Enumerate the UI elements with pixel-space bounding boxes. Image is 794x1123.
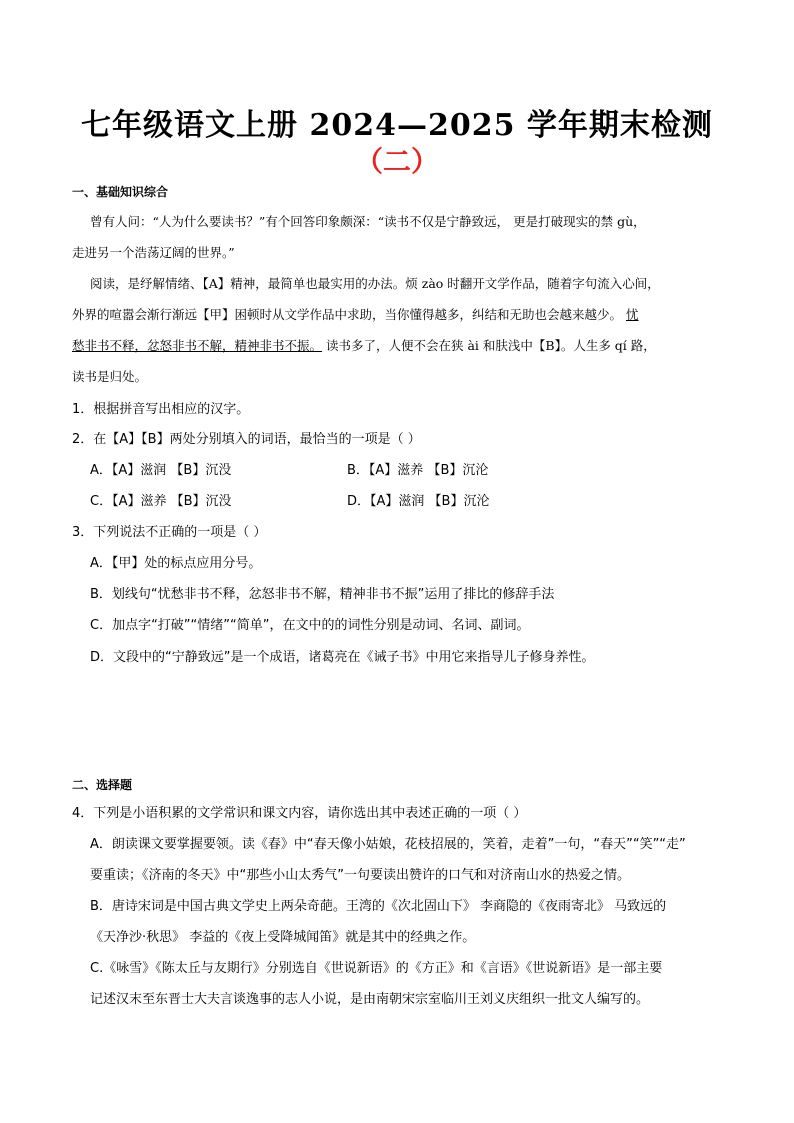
page-subtitle: （二） bbox=[354, 145, 439, 178]
question-3: 3．下列说法不正确的一项是（ ） bbox=[72, 525, 267, 540]
passage-line: 曾有人问：“人为什么要读书？”有个回答印象颇深：“读书不仅是宁静致远， 更是打破现实的禁 gù， bbox=[90, 214, 646, 229]
passage-line bbox=[72, 305, 639, 323]
q2-option-b[interactable]: B．【A】滋养 【B】沉沦 bbox=[347, 463, 489, 478]
section-2-heading: 二、选择题 bbox=[72, 778, 133, 792]
section-1-heading: 一、基础知识综合 bbox=[72, 185, 169, 199]
q4-option-c[interactable]: C.《咏雪》《陈太丘与友期行》分别选自《世说新语》的《方正》和《言语》《世说新语》是一部主要 bbox=[90, 961, 663, 976]
question-4: 4．下列是小语积累的文学常识和课文内容，请你选出其中表述正确的一项（ ） bbox=[72, 806, 527, 821]
q4-option-b-cont: 《天净沙·秋思》 李益的《夜上受降城闻笛》就是其中的经典之作。 bbox=[90, 930, 476, 945]
q4-option-c-cont: 记述汉末至东晋士大夫言谈逸事的志人小说，是由南朝宋宗室临川王刘义庆组织一批文人编写的。 bbox=[90, 992, 650, 1007]
q3-option-c[interactable]: C．加点字“打破”“情绪”“简单”，在文中的的词性分别是动词、名词、副词。 bbox=[90, 618, 530, 633]
q4-option-a[interactable]: A．朗读课文要掌握要领。读《春》中“春天像小姑娘，花枝招展的，笑着，走着”一句，“春天”“笑”“走” bbox=[90, 837, 686, 852]
passage-line: 走进另一个浩荡辽阔的世界。” bbox=[72, 245, 235, 260]
q3-option-a[interactable]: A．【甲】处的标点应用分号。 bbox=[90, 556, 262, 571]
q4-option-a-cont: 要重读；《济南的冬天》中“那些小山太秀气”一句要读出赞许的口气和对济南山水的热爱之情。 bbox=[90, 868, 630, 883]
page-title: 七年级语文上册 2024—2025 学年期末检测 bbox=[81, 108, 713, 143]
question-1: 1．根据拼音写出相应的汉字。 bbox=[72, 402, 250, 417]
passage-line: 阅读，是纾解情绪、【A】精神，最简单也最实用的办法。烦 zào 时翻开文学作品，随着字句流入心间， bbox=[90, 276, 660, 291]
q3-option-d[interactable]: D．文段中的“宁静致远”是一个成语，诸葛亮在《诫子书》中用它来指导儿子修身养性。 bbox=[90, 650, 595, 665]
underlined-sentence: 忧 bbox=[626, 307, 639, 322]
passage-text: 读书多了，人便不会在狭 ài 和肤浅中【B】。人生多 qí 路， bbox=[326, 338, 656, 353]
q2-option-d[interactable]: D．【A】滋润 【B】沉沦 bbox=[347, 494, 490, 509]
q2-option-a[interactable]: A．【A】滋润 【B】沉没 bbox=[90, 463, 232, 478]
passage-text: 外界的喧嚣会渐行渐远【甲】困顿时从文学作品中求助，当你懂得越多，纠结和无助也会越来越少。 bbox=[72, 307, 623, 322]
q3-option-b[interactable]: B．划线句“忧愁非书不释，忿怒非书不解，精神非书不振”运用了排比的修辞手法 bbox=[90, 587, 555, 602]
question-2: 2．在【A】【B】两处分别填入的词语，最恰当的一项是（ ） bbox=[72, 432, 421, 447]
underlined-sentence: 愁非书不释，忿怒非书不解，精神非书不振。 bbox=[72, 338, 323, 353]
q4-option-b[interactable]: B．唐诗宋词是中国古典文学史上两朵奇葩。王湾的《次北固山下》 李商隐的《夜雨寄北》 马致远的 bbox=[90, 899, 667, 914]
passage-line: 读书是归处。 bbox=[72, 369, 148, 384]
passage-line bbox=[72, 336, 656, 354]
q2-option-c[interactable]: C．【A】滋养 【B】沉没 bbox=[90, 494, 232, 509]
